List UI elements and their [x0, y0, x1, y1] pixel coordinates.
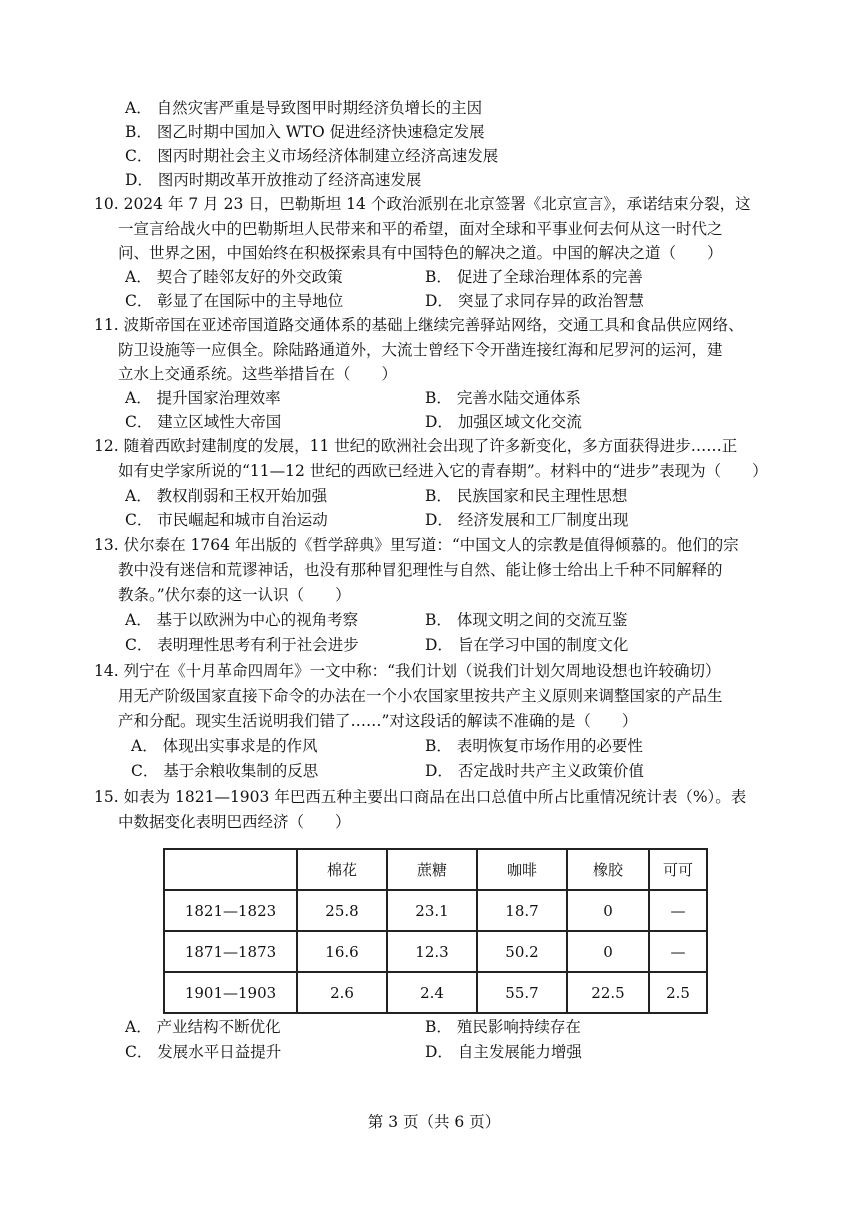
table-cell: 2.4: [387, 972, 477, 1013]
table-cell: 55.7: [477, 972, 567, 1013]
q11-option-d: D． 加强区域文化交流: [425, 413, 582, 431]
q15-option-a: A． 产业结构不断优化: [125, 1018, 281, 1036]
q13-stem-line1: 13. 伏尔泰在 1764 年出版的《哲学辞典》里写道：“中国文人的宗教是值得倾慕的。他们的宗: [94, 536, 739, 554]
table-cell: —: [649, 931, 707, 972]
table-header-cell: 橡胶: [567, 849, 649, 890]
q14-option-d: D． 否定战时共产主义政策价值: [425, 762, 644, 780]
table-header-cell: [164, 849, 297, 890]
q15-stem-line2: 中数据变化表明巴西经济（ ）: [118, 813, 351, 831]
table-cell: 50.2: [477, 931, 567, 972]
table-cell: 25.8: [297, 890, 387, 931]
q10-option-d: D． 突显了求同存异的政治智慧: [425, 292, 644, 310]
q14-stem-line3: 产和分配。现实生活说明我们错了……”对这段话的解读不准确的是（ ）: [118, 712, 638, 730]
q15-option-b: B． 殖民影响持续存在: [425, 1018, 581, 1036]
table-cell: 18.7: [477, 890, 567, 931]
table-header-cell: 可可: [649, 849, 707, 890]
export-share-table: [163, 848, 708, 1014]
table-row: [164, 931, 707, 972]
q10-stem-line1: 10. 2024 年 7 月 23 日，巴勒斯坦 14 个政治派别在北京签署《北京宣言》，承诺结束分裂，这: [94, 195, 751, 213]
q13-stem-line3: 教条。”伏尔泰的这一认识（ ）: [118, 586, 351, 604]
table-row: [164, 972, 707, 1013]
q14-option-b: B． 表明恢复市场作用的必要性: [425, 737, 643, 755]
q12-stem-line2: 如有史学家所说的“11—12 世纪的西欧已经进入它的青春期”。材料中的“进步”表现为（ ）: [118, 462, 768, 480]
q14-option-a: A． 体现出实事求是的作风: [131, 737, 318, 755]
q9-option-a: A． 自然灾害严重是导致图甲时期经济负增长的主因: [125, 99, 483, 117]
q11-option-c: C． 建立区域性大帝国: [125, 413, 282, 431]
q14-stem-line2: 用无产阶级国家直接下命令的办法在一个小农国家里按共产主义原则来调整国家的产品生: [118, 687, 723, 705]
q13-option-d: D． 旨在学习中国的制度文化: [425, 636, 629, 654]
page-number-footer: 第 3 页（共 6 页）: [367, 1113, 501, 1131]
table-cell: 1871—1873: [164, 931, 297, 972]
table-row: [164, 890, 707, 931]
q10-stem-line3: 问、世界之困，中国始终在积极探索具有中国特色的解决之道。中国的解决之道（ ）: [118, 244, 723, 262]
q10-stem-line2: 一宣言给战火中的巴勒斯坦人民带来和平的希望，面对全球和平事业何去何从这一时代之: [118, 220, 723, 238]
q12-option-b: B． 民族国家和民主理性思想: [425, 487, 628, 505]
table-cell: 2.5: [649, 972, 707, 1013]
table-cell: —: [649, 890, 707, 931]
q13-option-c: C． 表明理性思考有利于社会进步: [125, 636, 359, 654]
table-cell: 1901—1903: [164, 972, 297, 1013]
q11-option-a: A． 提升国家治理效率: [125, 389, 281, 407]
q15-stem-line1: 15. 如表为 1821—1903 年巴西五种主要出口商品在出口总值中所占比重情况统计表（%）。表: [94, 788, 747, 806]
table-cell: 0: [567, 890, 649, 931]
q10-option-c: C． 彰显了在国际中的主导地位: [125, 292, 344, 310]
q11-stem-line3: 立水上交通系统。这些举措旨在（ ）: [118, 365, 398, 383]
table-cell: 16.6: [297, 931, 387, 972]
q13-stem-line2: 教中没有迷信和荒谬神话，也没有那种冒犯理性与自然、能让修士给出上千种不同解释的: [118, 561, 723, 579]
table-cell: 2.6: [297, 972, 387, 1013]
q9-option-c: C． 图丙时期社会主义市场经济体制建立经济高速发展: [125, 147, 499, 165]
q14-stem-line1: 14. 列宁在《十月革命四周年》一文中称：“我们计划（说我们计划欠周地设想也许较确切）: [94, 662, 721, 680]
table-header-row: [164, 849, 707, 890]
table-header-cell: 棉花: [297, 849, 387, 890]
table-cell: 0: [567, 931, 649, 972]
table-header-cell: 咖啡: [477, 849, 567, 890]
table-cell: 1821—1823: [164, 890, 297, 931]
q13-option-b: B． 体现文明之间的交流互鉴: [425, 611, 628, 629]
q11-stem-line1: 11. 波斯帝国在亚述帝国道路交通体系的基础上继续完善驿站网络，交通工具和食品供应网络、: [94, 316, 744, 334]
table-cell: 12.3: [387, 931, 477, 972]
q12-option-c: C． 市民崛起和城市自治运动: [125, 511, 328, 529]
q12-option-a: A． 教权削弱和王权开始加强: [125, 487, 328, 505]
table-header-cell: 蔗糖: [387, 849, 477, 890]
q15-option-d: D． 自主发展能力增强: [425, 1043, 582, 1061]
q10-option-b: B． 促进了全球治理体系的完善: [425, 268, 643, 286]
q13-option-a: A． 基于以欧洲为中心的视角考察: [125, 611, 359, 629]
q12-stem-line1: 12. 随着西欧封建制度的发展，11 世纪的欧洲社会出现了许多新变化，多方面获得进步……正: [94, 437, 738, 455]
q9-option-b: B． 图乙时期中国加入 WTO 促进经济快速稳定发展: [125, 123, 485, 141]
q11-option-b: B． 完善水陆交通体系: [425, 389, 581, 407]
q15-option-c: C． 发展水平日益提升: [125, 1043, 282, 1061]
q10-option-a: A． 契合了睦邻友好的外交政策: [125, 268, 343, 286]
q9-option-d: D． 图丙时期改革开放推动了经济高速发展: [125, 171, 422, 189]
table-cell: 23.1: [387, 890, 477, 931]
q12-option-d: D． 经济发展和工厂制度出现: [425, 511, 629, 529]
q11-stem-line2: 防卫设施等一应俱全。除陆路通道外，大流士曾经下令开凿连接红海和尼罗河的运河，建: [118, 341, 723, 359]
table-cell: 22.5: [567, 972, 649, 1013]
q14-option-c: C． 基于余粮收集制的反思: [131, 762, 319, 780]
